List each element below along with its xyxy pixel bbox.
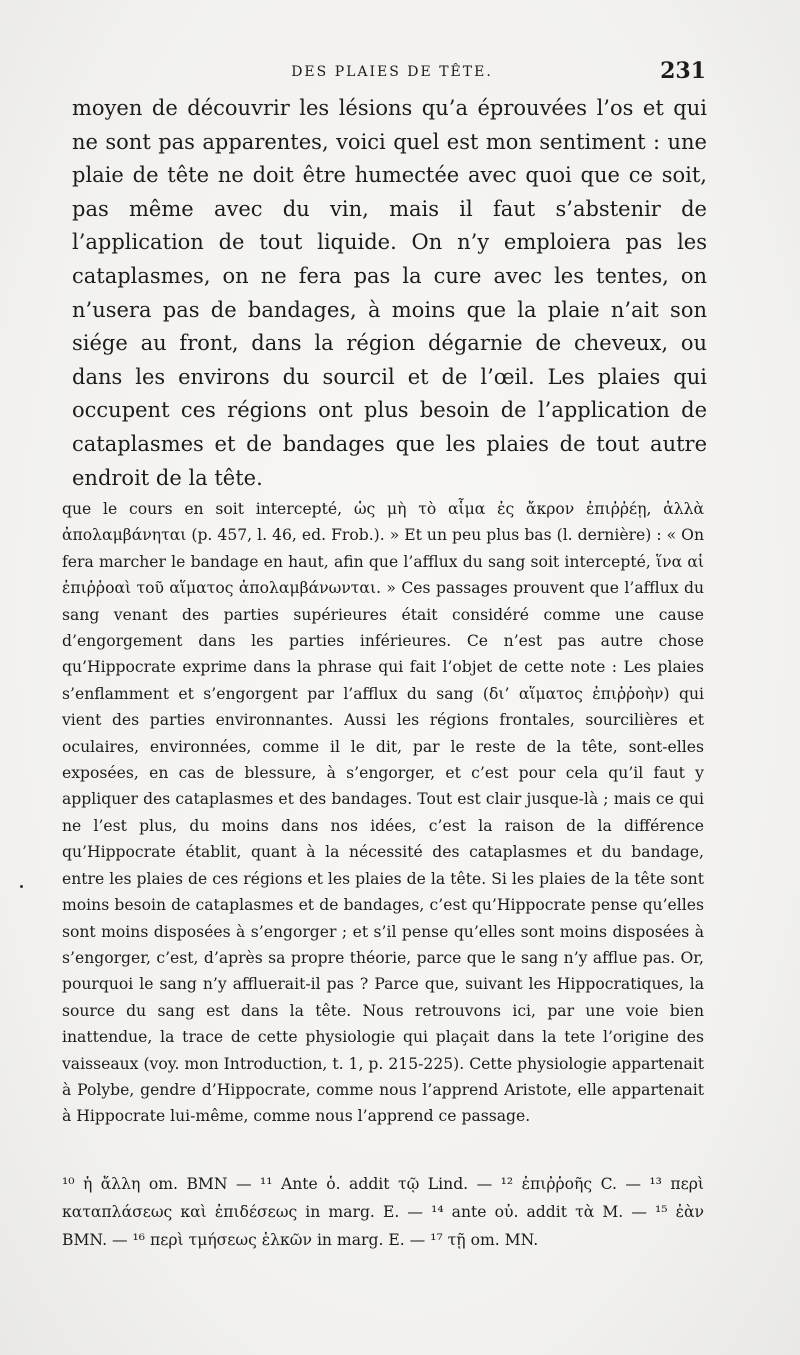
note-paragraph: que le cours en soit intercepté, ὡς μὴ τὸ αἷμα ἐς ἄκρον ἐπιῤῥέῃ, ἀλλὰ ἀπολαμβάνηται (p. 457, l. 46, ed. Frob.). » Et un peu plus bas (l. dernière) : « On fera marcher le bandage en haut, afin que l’afflux du sang soit intercepté, ἵνα αἱ ἐπιῤῥοαὶ τοῦ αἵματος ἀπολαμβάνωνται. » Ces passages prouvent que l’afflux du sang venant des parties supérieures était considéré comme une cause d’engorgement dans les parties inférieures. Ce n’est pas autre chose qu’Hippocrate exprime dans la phrase qui fait l’objet de cette note : Les plaies s’enflamment et s’engorgent par l’afflux du sang (δι’ αἵματος ἐπιῤῥοὴν) qui vient des parties environnantes. Aussi les régions frontales, sourcilières et oculaires, environnées, comme il le dit, par le reste de la tête, sont-elles exposées, en cas de blessure, à s’engorger, et c’est pour cela qu’il faut y appliquer des cataplasmes et des bandages. Tout est clair jusque-là ; mais ce qui ne l’est plus, du moins dans nos idées, c’est la raison de la différence qu’Hippocrate établit, quant à la nécessité des cataplasmes et du bandage, entre les plaies de ces régions et les plaies de la tête. Si les plaies de la tête sont moins besoin de cataplasmes et de bandages, c’est qu’Hippocrate pense qu’elles sont moins disposées à s’engorger ; et s’il pense qu’elles sont moins disposées à s’engorger, c’est, d’après sa propre théorie, parce que le sang n’y afflue pas. Or, pourquoi le sang n’y affluerait-il pas ? Parce que, suivant les Hippocratiques, la source du sang est dans la tête. Nous retrouvons ici, par une voie bien inattendue, la trace de cette physiologie qui plaçait dans la tete l’origine des vaisseaux (voy. mon Introduction, t. 1, p. 215-225). Cette physiologie appartenait à Polybe, gendre d’Hippocrate, comme nous l’apprend Aristote, elle appartenait à Hippocrate lui-même, comme nous l’apprend ce passage.	[62, 500, 704, 1126]
main-paragraph: moyen de découvrir les lésions qu’a éprouvées l’os et qui ne sont pas apparentes, voici quel est mon sentiment : une plaie de tête ne doit être humectée avec quoi que ce soit, pas même avec du vin, mais il faut s’abstenir de l’application de tout liquide. On n’y emploiera pas les cataplasmes, on ne fera pas la cure avec les tentes, on n’usera pas de bandages, à moins que la plaie n’ait son siége au front, dans la région dégarnie de cheveux, ou dans les environs du sourcil et de l’œil. Les plaies qui occupent ces régions ont plus besoin de l’application de cataplasmes et de bandages que les plaies de tout autre endroit de la tête.	[72, 96, 707, 490]
textual-variants	[62, 1170, 704, 1254]
commentary-note	[62, 496, 704, 1130]
main-text	[72, 92, 707, 495]
print-speck	[20, 885, 23, 888]
page-number: 231	[660, 58, 706, 84]
running-head	[72, 58, 712, 88]
running-title: DES PLAIES DE TÊTE.	[291, 64, 493, 80]
variants-paragraph: ¹⁰ ἡ ἄλλη om. BMN — ¹¹ Ante ὁ. addit τῷ Lind. — ¹² ἐπιῤῥοῆς C. — ¹³ περὶ καταπλάσεως καὶ ἐπιδέσεως in marg. E. — ¹⁴ ante οὐ. addit τὰ M. — ¹⁵ ἐὰν BMN. — ¹⁶ περὶ τμήσεως ἑλκῶν in marg. E. — ¹⁷ τῇ om. MN.	[62, 1175, 704, 1249]
